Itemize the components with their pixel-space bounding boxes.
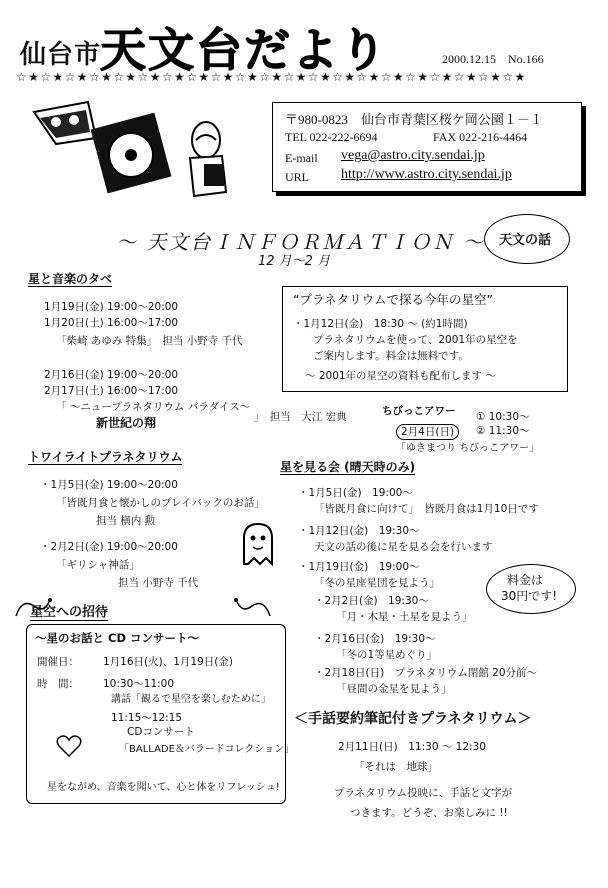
concert-cd: CDコンサート bbox=[127, 726, 195, 738]
concert-box bbox=[26, 624, 295, 804]
observe-l2: 「皆既月食に向けて」 皆既月食は1月10日です bbox=[314, 503, 539, 515]
observe-l8: 「月・木星・土星を見よう」 bbox=[336, 611, 473, 623]
issue-info bbox=[442, 52, 544, 67]
address: 〒980-0823 仙台市青葉区桜ケ岡公園１－１ bbox=[285, 112, 543, 127]
email-link[interactable]: vega@astro.city.sendai.jp bbox=[341, 148, 485, 163]
issue-number: No.166 bbox=[508, 52, 544, 66]
observe-l3: ・1月12日(金) 19:30～ bbox=[298, 525, 420, 537]
music-e1-line1: 1月19日(金) 19:00～20:00 bbox=[44, 301, 179, 313]
music-e2-line3: 「 ～ニュープラネタリウム パラダイス～ bbox=[56, 401, 251, 413]
info-title: ～ 天文台ＩＮＦＯＲＭＡＴＩＯＮ ～ bbox=[116, 230, 485, 254]
url-label: URL bbox=[285, 170, 309, 184]
url-link[interactable]: http://www.astro.city.sendai.jp bbox=[341, 167, 512, 182]
sign-title: 「それは 地球」 bbox=[354, 761, 438, 773]
fee-line2: 30円です! bbox=[501, 589, 558, 603]
plan-title: “プラネタリウムで探る今年の星空” bbox=[293, 292, 493, 307]
chibikko-time2: ② 11:30～ bbox=[476, 425, 530, 437]
new-year-illustration bbox=[26, 100, 236, 200]
newsletter-title: 天文台だより bbox=[100, 23, 388, 77]
fax: FAX 022-216-4464 bbox=[433, 130, 528, 144]
sign-heading: ＜手話要約筆記付きプラネタリウム＞ bbox=[294, 711, 532, 727]
sign-desc2: つきます。どうぞ、お楽しみに !! bbox=[350, 807, 508, 819]
info-period: 12 月～2 月 bbox=[258, 254, 331, 269]
observe-heading: 星を見る会 (晴天時のみ) bbox=[280, 460, 416, 474]
twilight-e1-staff: 担当 横内 勲 bbox=[96, 515, 156, 527]
music-e1-line2: 1月20日(土) 16:00～17:00 bbox=[44, 317, 179, 329]
swirl-ornament-right-icon bbox=[232, 596, 272, 620]
observe-l9: ・2月16日(金) 19:30～ bbox=[314, 633, 436, 645]
twilight-e1-line2: 「皆既月食と懐かしのプレイバックのお話」 bbox=[56, 497, 265, 509]
plan-line1: ・1月12日(金) 18:30 ～ (約1時間) bbox=[293, 318, 468, 330]
concert-talk: 講話「観るで星空を楽しむために」 bbox=[111, 694, 271, 705]
issue-date: 2000.12.15 bbox=[442, 52, 496, 66]
music-heading: 星と音楽のタベ bbox=[28, 272, 113, 286]
fee-badge bbox=[486, 564, 576, 614]
concert-dates: 1月16日(火)、1月19日(金) bbox=[103, 656, 233, 668]
email-label: E-mail bbox=[285, 151, 318, 165]
observe-l6: 「冬の星座星団を見よう」 bbox=[314, 577, 440, 589]
bubble-label: 天文の話 bbox=[499, 233, 552, 248]
concert-time1: 10:30～11:00 bbox=[103, 678, 175, 690]
observe-l4: 天文の話の後に星を見る会を行います bbox=[314, 541, 493, 553]
star-divider: ☆★☆★☆★☆★☆★☆★☆★☆★☆★☆★☆★☆★☆★☆★☆★☆★☆★☆★☆★☆★☆★ bbox=[16, 70, 527, 84]
twilight-heading: トワイライトプラネタリウム bbox=[28, 450, 183, 464]
city-name: 仙台市 bbox=[20, 40, 102, 70]
chibikko-time1: ① 10:30～ bbox=[476, 411, 530, 423]
tel: TEL 022-222-6694 bbox=[285, 130, 378, 144]
concert-title: ～星のお話と CD コンサート～ bbox=[35, 631, 199, 645]
concert-time2: 11:15～12:15 bbox=[111, 712, 183, 724]
plan-line4: ～ 2001年の星空の資料も配布します ～ bbox=[305, 370, 496, 382]
plan-line3: ご案内します。料金は無料です。 bbox=[313, 350, 469, 362]
ghost-mascot-icon bbox=[238, 520, 278, 566]
astronomy-talk-bubble bbox=[484, 214, 570, 264]
chibikko-date: 2月4日(日) bbox=[396, 424, 459, 440]
observe-l5: ・1月19日(金) 19:00～ bbox=[298, 561, 420, 573]
sign-date: 2月11日(日) 11:30 ～ 12:30 bbox=[338, 741, 486, 753]
plan-line2: プラネタリウムを使って、2001年の星空を bbox=[313, 334, 518, 346]
twilight-e2-line2: 「ギリシャ神話」 bbox=[56, 559, 140, 571]
twilight-e2-staff: 担当 小野寺 千代 bbox=[118, 577, 199, 589]
heart-icon bbox=[56, 734, 82, 758]
sign-desc1: プラネタリウム投映に、手話と文字が bbox=[334, 787, 513, 799]
music-e1-line3: 「柴崎 あゆみ 特集」 担当 小野寺 千代 bbox=[56, 335, 243, 347]
planetarium-sky-box bbox=[282, 286, 568, 392]
chibikko-label: ちびっこアワー bbox=[382, 405, 456, 417]
plum-flower-icon bbox=[91, 113, 172, 194]
twilight-e2-line1: ・2月2日(金) 19:00～20:00 bbox=[40, 541, 178, 553]
music-e2-line1: 2月16日(金) 19:00～20:00 bbox=[44, 369, 179, 381]
observe-l12: 「昼間の金星を見よう」 bbox=[336, 683, 452, 695]
fee-line1: 料金は bbox=[507, 573, 544, 587]
observe-l10: 「冬の1等星めぐり」 bbox=[336, 649, 438, 661]
observe-l1: ・1月5日(金) 19:00～ bbox=[298, 487, 413, 499]
concert-date-label: 開催日： bbox=[37, 656, 79, 668]
observe-l7: ・2月2日(金) 19:30～ bbox=[314, 595, 429, 607]
music-e2-line4: 新世紀の翔 bbox=[96, 416, 157, 430]
concert-time-label: 時 間： bbox=[37, 678, 79, 690]
music-e2-line2: 2月17日(土) 16:00～17:00 bbox=[44, 385, 179, 397]
concert-cd-title: 「BALLADE＆バラードコレクション」 bbox=[119, 744, 295, 755]
chibikko-title: 「ゆきまつり ちびっこアワー」 bbox=[396, 443, 540, 454]
observe-l11: ・2月18日(日) プラネタリウム閉館 20分前～ bbox=[314, 667, 538, 679]
music-e2-staff: 」 担当 大江 宏典 bbox=[254, 411, 347, 423]
twilight-e1-line1: ・1月5日(金) 19:00～20:00 bbox=[40, 479, 178, 491]
concert-footer: 星をながめ、音楽を聞いて、心と体をリフレッシュ! bbox=[47, 782, 280, 793]
invite-heading: 星空への招待 bbox=[30, 605, 109, 620]
kite-icon bbox=[34, 102, 96, 144]
daruma-doll-icon bbox=[190, 122, 226, 196]
contact-box bbox=[272, 102, 582, 192]
